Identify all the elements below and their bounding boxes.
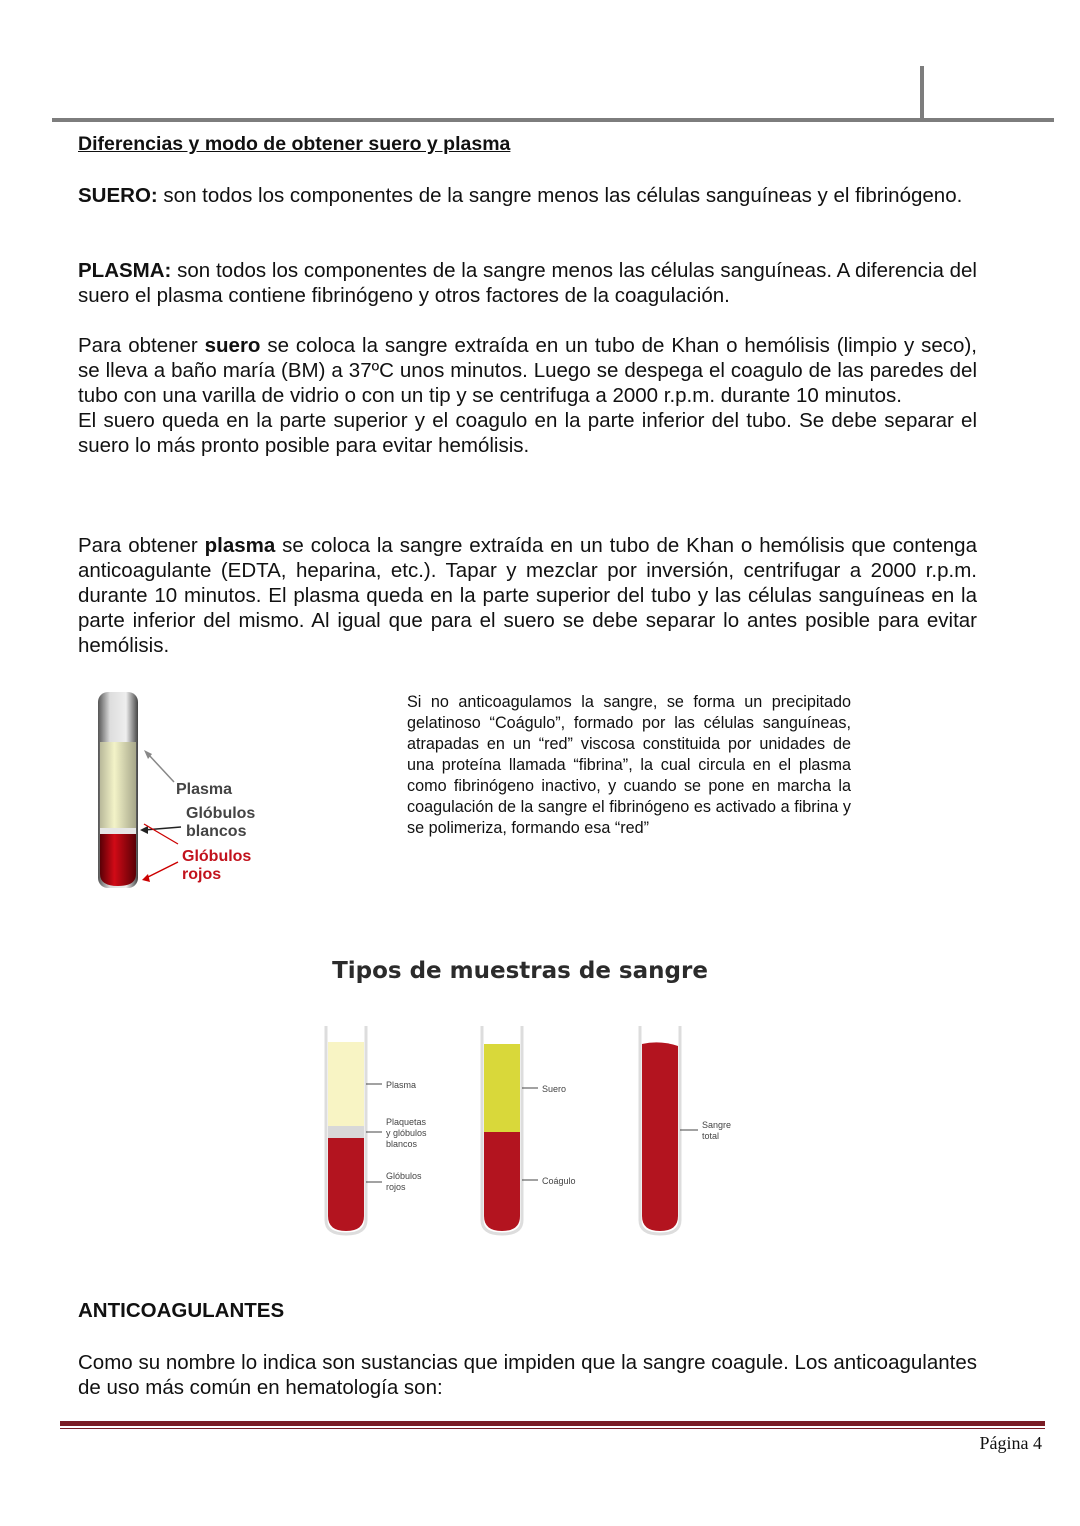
suero-term: SUERO: — [78, 184, 158, 207]
coagulation-note: Si no anticoagulamos la sangre, se forma un precipitado gelatinoso “Coágulo”, formado por las células sanguíneas, atrapadas en un “red” viscosa constituida por unidades de una proteína llamada “fibrina”, la cual circula en el plasma como fibrinógeno inactivo, y cuando se pone en marcha la coagulación de la sangre el fibrinógeno es activado a fibrina y se polimeriza, formando esa “red” — [407, 693, 851, 837]
suero-definition-text: son todos los componentes de la sangre menos las células sanguíneas y el fibrinógeno. — [157, 184, 963, 207]
suero-procedure — [78, 333, 977, 458]
tube2-serum-label: Suero — [542, 1084, 567, 1094]
tube1-mid-label-3: blancos — [386, 1139, 418, 1149]
plasma-proc-post: se coloca la sangre extraída en un tubo de Khan o hemólisis que contenga anticoagulante (EDTA, heparina, etc.). Tapar y mezclar por inversión, centrifugar a 2000 r.p.m. durante 10 minutos. El plasma queda en la parte superior del tubo y las células sanguíneas en la parte inferior del mismo. Al igual que para el suero se debe separar lo antes posible para evitar hemólisis. — [78, 534, 977, 657]
rbc-layer — [100, 834, 136, 886]
header-rule — [52, 118, 1054, 122]
tube3-label-2: total — [702, 1131, 720, 1141]
plasma-layer — [100, 742, 136, 828]
footer-rule-thin — [60, 1428, 1045, 1429]
tube2-serum — [484, 1044, 520, 1132]
tube3-label-1: Sangre — [702, 1120, 732, 1130]
suero-definition — [78, 183, 977, 208]
plasma-proc-pre: Para obtener — [78, 534, 205, 557]
sample-types-figure — [300, 948, 780, 1248]
suero-proc-pre: Para obtener — [78, 334, 205, 357]
section-title: Diferencias y modo de obtener suero y plasma — [78, 133, 511, 155]
tube3-whole-blood — [642, 1042, 678, 1231]
tube1-buffy — [328, 1126, 364, 1138]
blood-tube-figure — [78, 684, 298, 896]
wbc-label-1: Glóbulos — [186, 805, 256, 822]
tube2-clot — [484, 1132, 520, 1231]
footer-rule — [60, 1421, 1045, 1426]
anticoagulants-title: ANTICOAGULANTES — [78, 1299, 285, 1322]
tube1-bottom-label-2: rojos — [386, 1182, 406, 1192]
rbc-label-2: rojos — [182, 866, 222, 883]
tube1-plasma-label: Plasma — [386, 1080, 417, 1090]
rbc-label-1: Glóbulos — [182, 848, 252, 865]
wbc-arrowhead — [140, 826, 148, 834]
suero-proc-line2: El suero queda en la parte superior y el coagulo en la parte inferior del tubo. Se debe separar el suero lo más pronto posible para evitar hemólisis. — [78, 409, 977, 457]
tube1-mid-label-1: Plaquetas — [386, 1117, 427, 1127]
anticoagulants-text: Como su nombre lo indica son sustancias que impiden que la sangre coagule. Los anticoagulantes de uso más común en hematología son: — [78, 1351, 977, 1399]
tube1-rbc — [328, 1138, 364, 1231]
plasma-proc-bold: plasma — [204, 534, 276, 557]
rbc-arrow — [146, 862, 178, 878]
plasma-label: Plasma — [176, 781, 233, 798]
suero-proc-bold: suero — [204, 334, 261, 357]
plasma-term: PLASMA: — [78, 259, 172, 282]
buffy-coat-layer — [100, 828, 136, 834]
wbc-label-2: blancos — [186, 823, 247, 840]
blood-tube-illustration — [78, 684, 298, 896]
header-tick — [920, 66, 924, 120]
tube1-mid-label-2: y glóbulos — [386, 1128, 427, 1138]
figure2-title: Tipos de muestras de sangre — [332, 958, 708, 984]
sample-types-illustration — [300, 948, 780, 1248]
suero-proc-post: se coloca la sangre extraída en un tubo de Khan o hemólisis (limpio y seco), se lleva a baño maría (BM) a 37ºC unos minutos. Luego se despega el coagulo de las paredes del tubo con una varilla de vidrio o con un tip y se centrifuga a 2000 r.p.m. durante 10 minutos. — [78, 334, 977, 407]
page-number: Página 4 — [979, 1433, 1042, 1453]
plasma-definition-text: son todos los componentes de la sangre menos las células sanguíneas. A diferencia del suero el plasma contiene fibrinógeno y otros factores de la coagulación. — [78, 259, 977, 307]
plasma-definition — [78, 258, 977, 308]
rbc-arrowhead — [142, 874, 150, 882]
plasma-procedure — [78, 533, 977, 658]
plasma-arrow — [148, 754, 174, 782]
tube1-plasma — [328, 1042, 364, 1126]
tube2-clot-label: Coágulo — [542, 1176, 576, 1186]
tube1-bottom-label-1: Glóbulos — [386, 1171, 422, 1181]
